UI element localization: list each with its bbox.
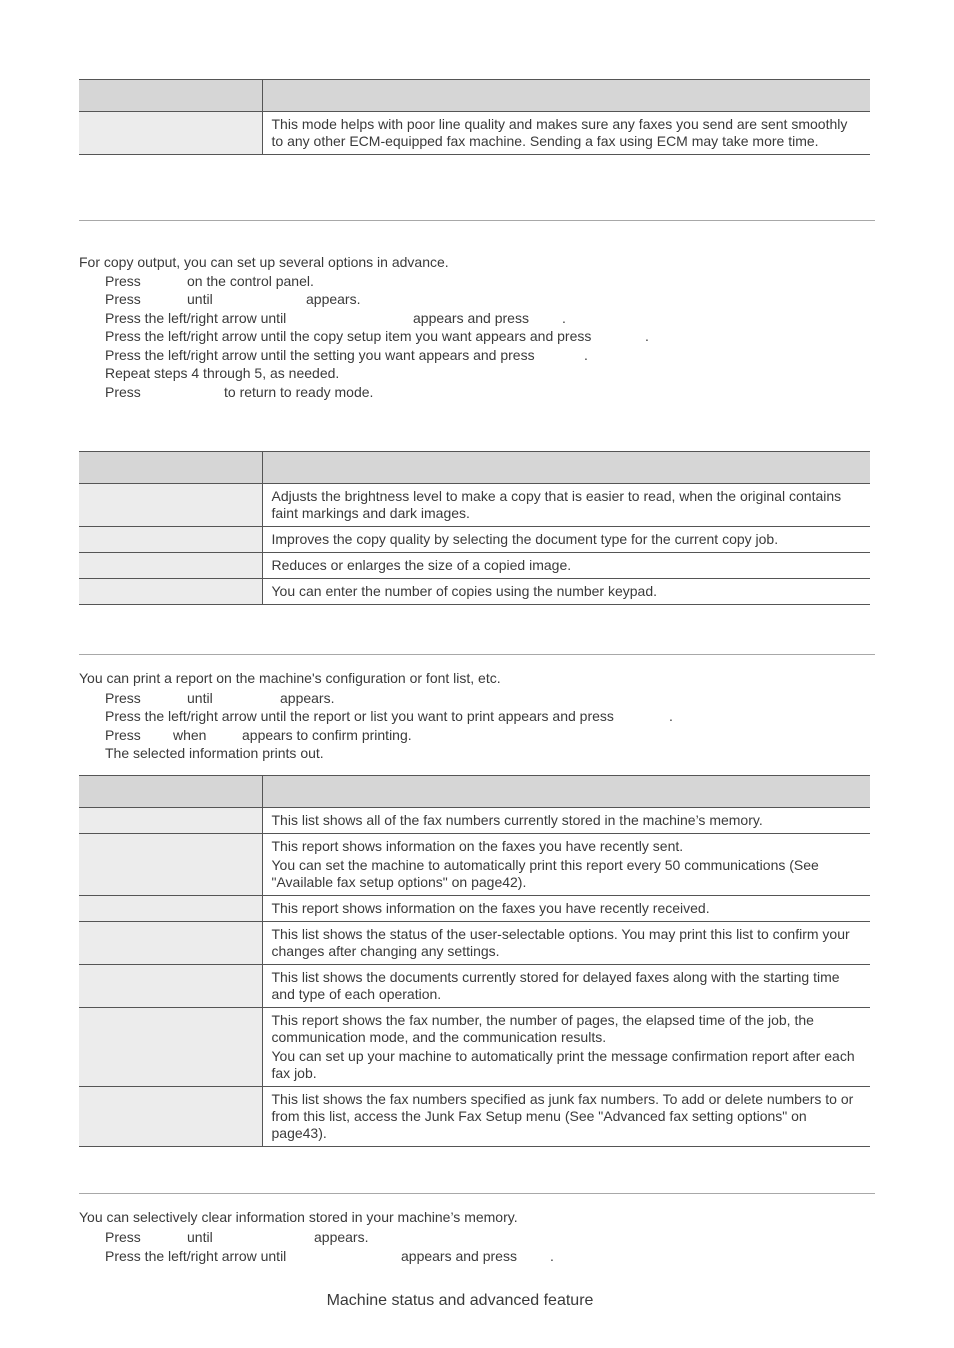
table-header-option (79, 452, 262, 484)
option-name-cell (79, 579, 262, 605)
report-description: This list shows all of the fax numbers currently stored in the machine’s memory. (262, 808, 870, 834)
option-description: This mode helps with poor line quality and makes sure any faxes you send are sent smoothly to any other ECM-equipped fax machine. Sending a fax using ECM may take more time. (262, 112, 870, 155)
table-row (79, 579, 870, 605)
section-divider (79, 220, 875, 221)
report-description: This report shows information on the faxes you have recently received. (262, 896, 870, 922)
table-header-description (262, 776, 870, 808)
table-header-description (262, 80, 870, 112)
section-divider (79, 1193, 875, 1194)
option-description: Adjusts the brightness level to make a copy that is easier to read, when the original contains faint markings and dark images. (262, 484, 870, 527)
fax-option-table (79, 79, 870, 155)
report-description: This report shows information on the faxes you have recently sent. You can set the machine to automatically print this report every 50 communications (See "Available fax setup options" on page42). (262, 834, 870, 896)
report-name-cell (79, 808, 262, 834)
option-name-cell (79, 527, 262, 553)
option-description: Improves the copy quality by selecting the document type for the current copy job. (262, 527, 870, 553)
report-description: This list shows the status of the user-selectable options. You may print this list to confirm your changes after changing any settings. (262, 922, 870, 965)
option-description: You can enter the number of copies using the number keypad. (262, 579, 870, 605)
report-description: This list shows the documents currently stored for delayed faxes along with the starting time and type of each operation. (262, 965, 870, 1008)
table-row (79, 834, 870, 896)
reports-table (79, 775, 870, 1147)
copy-setup-intro: For copy output, you can set up several options in advance. (79, 254, 449, 270)
clear-memory-intro: You can selectively clear information stored in your machine’s memory. (79, 1209, 518, 1225)
table-header-description (262, 452, 870, 484)
reports-intro: You can print a report on the machine's configuration or font list, etc. (79, 670, 501, 686)
table-header-report (79, 776, 262, 808)
table-header-option (79, 80, 262, 112)
table-row (79, 1008, 870, 1087)
table-row (79, 484, 870, 527)
report-name-cell (79, 922, 262, 965)
table-row (79, 896, 870, 922)
report-name-cell (79, 834, 262, 896)
report-name-cell (79, 1008, 262, 1087)
table-row (79, 112, 870, 155)
section-divider (79, 654, 875, 655)
report-description: This list shows the fax numbers specified as junk fax numbers. To add or delete numbers to or from this list, access the Junk Fax Setup menu (See "Advanced fax setting options" on page43). (262, 1087, 870, 1147)
report-name-cell (79, 896, 262, 922)
table-row (79, 527, 870, 553)
table-row (79, 1087, 870, 1147)
copy-options-table (79, 451, 870, 605)
report-description: This report shows the fax number, the number of pages, the elapsed time of the job, the communication mode, and the communication results. You can set up your machine to automatically print the message confirmation report after each fax job. (262, 1008, 870, 1087)
table-row (79, 965, 870, 1008)
table-row (79, 553, 870, 579)
page-footer: Machine status and advanced feature (326, 1292, 594, 1309)
option-name-cell (79, 112, 262, 155)
report-name-cell (79, 965, 262, 1008)
report-name-cell (79, 1087, 262, 1147)
option-name-cell (79, 553, 262, 579)
option-name-cell (79, 484, 262, 527)
table-row (79, 808, 870, 834)
table-row (79, 922, 870, 965)
option-description: Reduces or enlarges the size of a copied image. (262, 553, 870, 579)
